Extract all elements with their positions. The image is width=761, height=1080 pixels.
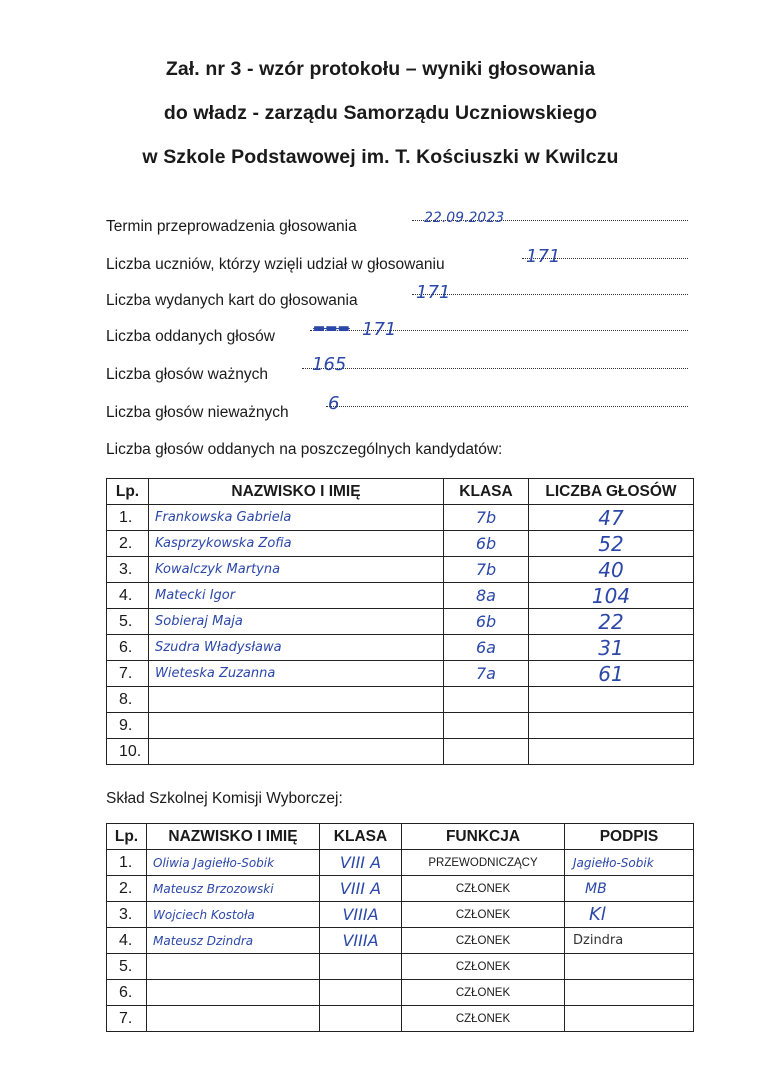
table-row	[107, 980, 694, 1006]
row-lp: 7.	[107, 1006, 147, 1032]
table-row	[107, 583, 694, 609]
row-klasa	[444, 687, 529, 713]
row-name	[149, 687, 444, 713]
title-line-3: w Szkole Podstawowej im. T. Kościuszki w Kwilczu	[142, 146, 619, 168]
row-klasa: VIII A	[339, 879, 382, 898]
row-klasa: 7a	[476, 664, 496, 683]
results-header-row	[107, 479, 694, 505]
row-name: Szudra Władysława	[155, 640, 282, 655]
header-podpis: PODPIS	[565, 824, 694, 850]
commission-header-row	[107, 824, 694, 850]
field-students-value: 171	[526, 246, 561, 267]
header-votes: LICZBA GŁOSÓW	[529, 479, 694, 505]
table-row	[107, 713, 694, 739]
dotted-line	[302, 366, 688, 369]
row-funkcja: PRZEWODNICZĄCY	[402, 850, 565, 876]
row-name: Mateusz Brzozowski	[153, 881, 274, 896]
table-row	[107, 902, 694, 928]
table-row	[107, 1006, 694, 1032]
row-name	[149, 713, 444, 739]
row-klasa: VIIIA	[342, 931, 379, 950]
commission-label: Skład Szkolnej Komisji Wyborczej:	[106, 790, 343, 807]
table-row	[107, 661, 694, 687]
row-lp: 3.	[107, 557, 149, 583]
row-klasa: VIIIA	[342, 905, 379, 924]
field-invalid	[106, 404, 289, 426]
table-row	[107, 954, 694, 980]
table-row	[107, 876, 694, 902]
field-cast-label: Liczba oddanych głosów	[106, 328, 275, 345]
field-date-value: 22.09.2023	[424, 210, 505, 226]
table-row	[107, 609, 694, 635]
field-cast-value: 171	[362, 319, 397, 340]
table-row	[107, 557, 694, 583]
row-votes: 61	[598, 661, 624, 686]
row-klasa	[320, 954, 402, 980]
header-klasa: KLASA	[320, 824, 402, 850]
row-klasa: 6b	[475, 612, 497, 631]
row-lp: 2.	[107, 876, 147, 902]
row-name: Frankowska Gabriela	[155, 510, 292, 525]
row-signature	[565, 980, 694, 1006]
dotted-line	[326, 404, 688, 407]
row-name: Sobieraj Maja	[155, 614, 243, 629]
row-klasa	[444, 713, 529, 739]
header-name: NAZWISKO I IMIĘ	[147, 824, 320, 850]
row-lp: 6.	[107, 980, 147, 1006]
title-line-1: Zał. nr 3 - wzór protokołu – wyniki głosowania	[165, 58, 596, 80]
field-valid-label: Liczba głosów ważnych	[106, 366, 268, 383]
table-row	[107, 531, 694, 557]
row-lp: 5.	[107, 609, 149, 635]
crossed-out-mark: ▬▬▬	[313, 321, 350, 336]
row-signature: MB	[585, 880, 607, 897]
field-cards	[106, 292, 358, 314]
row-signature: Jagiełło-Sobik	[573, 855, 654, 870]
field-per-candidate-label: Liczba głosów oddanych na poszczególnych kandydatów:	[106, 441, 503, 458]
title-line-2: do władz - zarządu Samorządu Uczniowskiego	[163, 102, 598, 124]
row-votes: 52	[598, 531, 624, 556]
row-votes: 22	[598, 609, 624, 634]
row-name: Oliwia Jagiełło-Sobik	[153, 855, 275, 870]
row-votes: 31	[598, 635, 624, 660]
header-klasa: KLASA	[444, 479, 529, 505]
row-klasa	[320, 1006, 402, 1032]
table-row	[107, 928, 694, 954]
table-row	[107, 850, 694, 876]
row-votes	[529, 713, 694, 739]
header-name: NAZWISKO I IMIĘ	[149, 479, 444, 505]
row-lp: 6.	[107, 635, 149, 661]
row-lp: 3.	[107, 902, 147, 928]
row-klasa: 6b	[475, 534, 497, 553]
row-name: Wojciech Kostoła	[153, 907, 255, 922]
field-invalid-label: Liczba głosów nieważnych	[106, 404, 289, 421]
field-invalid-value: 6	[328, 393, 340, 414]
field-valid	[106, 366, 268, 388]
row-klasa	[320, 980, 402, 1006]
row-klasa: VIII A	[339, 853, 382, 872]
row-votes: 40	[598, 557, 624, 582]
row-name: Mateusz Dzindra	[153, 933, 254, 948]
field-cards-value: 171	[416, 282, 451, 303]
header-lp: Lp.	[107, 824, 147, 850]
row-funkcja: CZŁONEK	[402, 928, 565, 954]
row-klasa: 7b	[475, 508, 497, 527]
row-name: Kowalczyk Martyna	[155, 562, 281, 577]
table-row	[107, 505, 694, 531]
field-date-label: Termin przeprowadzenia głosowania	[106, 218, 357, 235]
field-cast	[106, 328, 275, 350]
header-lp: Lp.	[107, 479, 149, 505]
row-name: Matecki Igor	[155, 588, 236, 603]
row-name: Wieteska Zuzanna	[155, 666, 276, 681]
field-cards-label: Liczba wydanych kart do głosowania	[106, 292, 358, 309]
results-table	[106, 478, 694, 765]
table-row	[107, 635, 694, 661]
field-date	[106, 218, 357, 240]
row-name	[147, 954, 320, 980]
table-row	[107, 687, 694, 713]
row-name: Kasprzykowska Zofia	[155, 536, 292, 551]
field-students-label: Liczba uczniów, którzy wzięli udział w głosowaniu	[106, 256, 445, 273]
row-name	[149, 739, 444, 765]
row-funkcja: CZŁONEK	[402, 902, 565, 928]
row-signature: Kl	[589, 904, 606, 925]
row-votes	[529, 739, 694, 765]
header-funkcja: FUNKCJA	[402, 824, 565, 850]
row-votes: 104	[591, 583, 631, 608]
row-lp: 1.	[107, 505, 149, 531]
commission-table	[106, 823, 694, 1032]
table-row	[107, 739, 694, 765]
row-klasa: 6a	[476, 638, 496, 657]
row-funkcja: CZŁONEK	[402, 980, 565, 1006]
row-votes: 47	[598, 505, 624, 530]
dotted-line	[412, 292, 688, 295]
row-funkcja: CZŁONEK	[402, 954, 565, 980]
row-lp: 9.	[107, 713, 149, 739]
row-name	[147, 980, 320, 1006]
row-klasa: 7b	[475, 560, 497, 579]
row-signature	[565, 1006, 694, 1032]
field-per-candidate	[106, 441, 502, 463]
row-signature	[565, 954, 694, 980]
row-funkcja: CZŁONEK	[402, 1006, 565, 1032]
row-lp: 8.	[107, 687, 149, 713]
row-lp: 7.	[107, 661, 149, 687]
row-lp: 5.	[107, 954, 147, 980]
row-lp: 2.	[107, 531, 149, 557]
row-funkcja: CZŁONEK	[402, 876, 565, 902]
row-klasa: 8a	[476, 586, 496, 605]
row-lp: 1.	[107, 850, 147, 876]
row-name	[147, 1006, 320, 1032]
field-valid-value: 165	[312, 354, 347, 375]
row-signature: Dzindra	[573, 933, 624, 948]
row-lp: 4.	[107, 928, 147, 954]
row-lp: 10.	[107, 739, 149, 765]
row-votes	[529, 687, 694, 713]
row-lp: 4.	[107, 583, 149, 609]
row-klasa	[444, 739, 529, 765]
field-students	[106, 256, 445, 278]
